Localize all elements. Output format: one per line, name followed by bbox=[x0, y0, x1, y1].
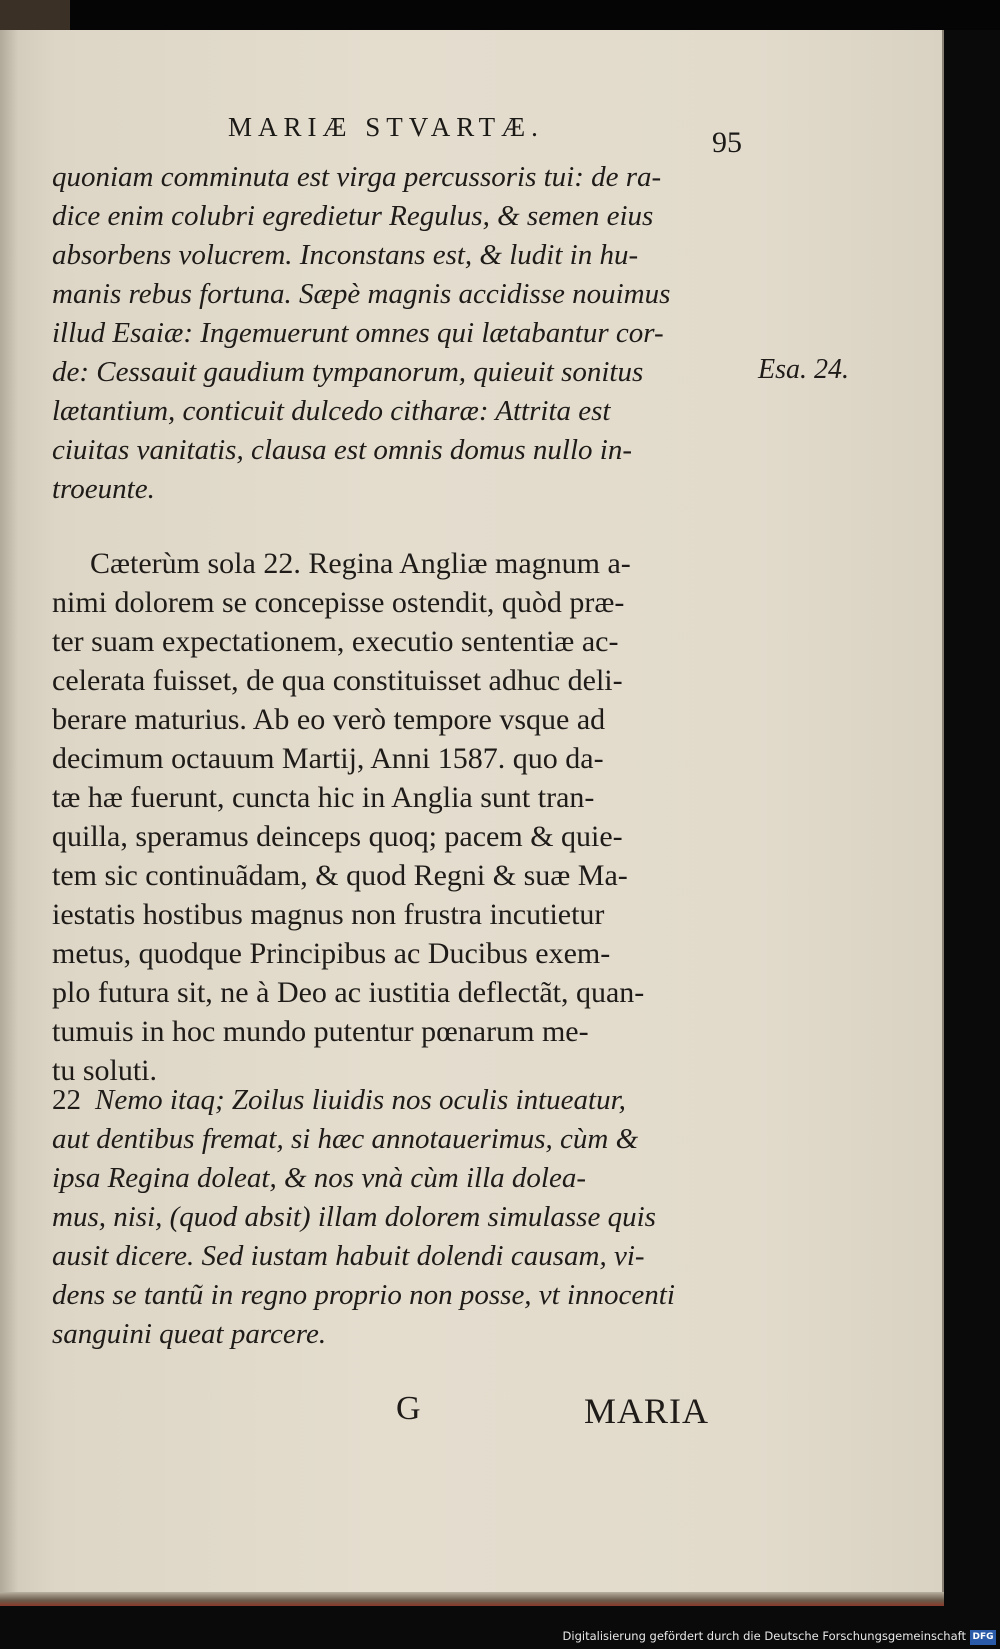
text-line: berare maturius. Ab eo verò tempore vsque ad bbox=[52, 703, 606, 736]
text-line: decimum octauum Martij, Anni 1587. quo da- bbox=[52, 742, 604, 775]
text-line: troeunte. bbox=[52, 473, 155, 505]
text-line: ipsa Regina doleat, & nos vnà cùm illa dolea- bbox=[52, 1162, 587, 1194]
roman-paragraph bbox=[52, 544, 744, 1090]
funding-credit: Digitalisierung gefördert durch die Deutsche Forschungsgemeinschaft bbox=[562, 1629, 966, 1643]
text-line: sanguini queat parcere. bbox=[52, 1318, 327, 1350]
text-line: aut dentibus fremat, si hæc annotauerimus, cùm & bbox=[52, 1123, 639, 1155]
margin-note: Esa. 24. bbox=[758, 354, 849, 385]
text-line: quoniam comminuta est virga percussoris tui: de ra- bbox=[52, 161, 662, 193]
text-line: mus, nisi, (quod absit) illam dolorem simulasse quis bbox=[52, 1201, 656, 1233]
text-line: plo futura sit, ne à Deo ac iustitia deflectãt, quan- bbox=[52, 976, 645, 1009]
page-corner bbox=[0, 0, 70, 30]
page-number: 95 bbox=[712, 126, 742, 159]
running-head: MARIÆ STVARTÆ. bbox=[228, 112, 544, 142]
text-line: metus, quodque Principibus ac Ducibus exem- bbox=[52, 937, 611, 970]
dfg-logo-icon: DFG bbox=[970, 1630, 996, 1645]
text-line: tæ hæ fuerunt, cuncta hic in Anglia sunt tran- bbox=[52, 781, 595, 814]
note-text: Nemo itaq; Zoilus liuidis nos oculis intueatur, bbox=[95, 1084, 626, 1116]
text-line: ausit dicere. Sed iustam habuit dolendi causam, vi- bbox=[52, 1240, 645, 1272]
text-line: tu soluti. bbox=[52, 1054, 158, 1087]
text-line: de: Cessauit gaudium tympanorum, quieuit sonitus bbox=[52, 356, 644, 388]
text-line: ter suam expectationem, executio sententiæ ac- bbox=[52, 625, 619, 658]
text-line: dens se tantũ in regno proprio non posse, vt innocenti bbox=[52, 1279, 675, 1311]
text-line: Cæterùm sola 22. Regina Angliæ magnum a- bbox=[90, 547, 631, 580]
text-line: lætantium, conticuit dulcedo citharæ: Attrita est bbox=[52, 395, 611, 427]
italic-paragraph bbox=[52, 158, 744, 509]
text-line: iestatis hostibus magnus non frustra incutietur bbox=[52, 898, 605, 931]
text-line: dice enim colubri egredietur Regulus, & semen eius bbox=[52, 200, 654, 232]
note-number: 22 bbox=[52, 1084, 81, 1116]
text-line: absorbens volucrem. Inconstans est, & ludit in hu- bbox=[52, 239, 639, 271]
text-line: manis rebus fortuna. Sæpè magnis accidisse nouimus bbox=[52, 278, 671, 310]
text-line: celerata fuisset, de qua constituisset adhuc deli- bbox=[52, 664, 623, 697]
text-line: nimi dolorem se concepisse ostendit, quòd præ- bbox=[52, 586, 625, 619]
signature-mark: G bbox=[396, 1390, 421, 1427]
text-line: illud Esaiæ: Ingemuerunt omnes qui lætabantur cor- bbox=[52, 317, 664, 349]
text-line bbox=[52, 1081, 744, 1120]
text-line: tumuis in hoc mundo putentur pœnarum me- bbox=[52, 1015, 589, 1048]
page-bottom-edge bbox=[0, 1592, 944, 1606]
text-line: tem sic continuãdam, & quod Regni & suæ Ma- bbox=[52, 859, 628, 892]
annotation-paragraph bbox=[52, 1081, 744, 1354]
text-line: ciuitas vanitatis, clausa est omnis domus nullo in- bbox=[52, 434, 632, 466]
catchword: MARIA bbox=[584, 1391, 710, 1431]
page-gutter-shadow bbox=[0, 30, 18, 1605]
text-line: quilla, speramus deinceps quoq; pacem & quie- bbox=[52, 820, 623, 853]
scan-background-top bbox=[0, 0, 1000, 30]
